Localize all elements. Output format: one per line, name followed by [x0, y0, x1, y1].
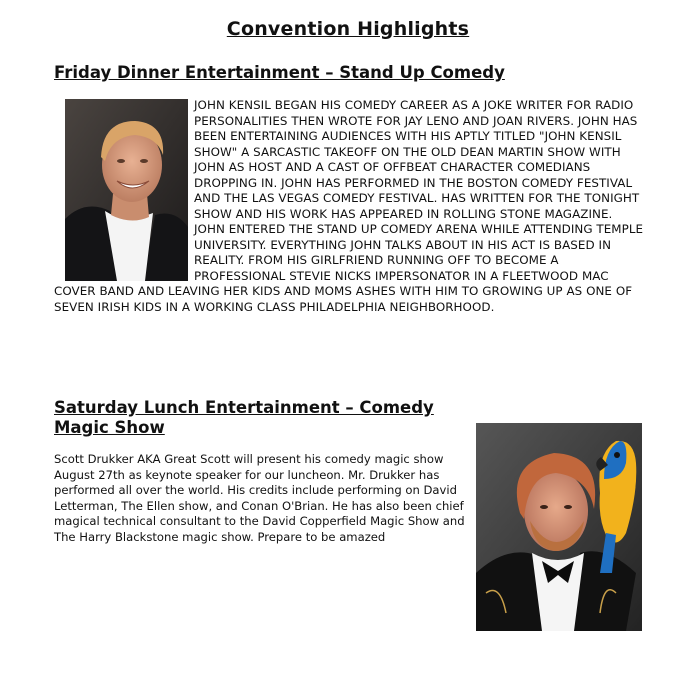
photo-spacer — [54, 98, 194, 284]
drukker-bio-text: Scott Drukker AKA Great Scott will present his comedy magic show August 27th as keynote speaker for our luncheon. Mr. Drukker has performed all over the world. His credits include performing on David Letterman, The Ellen show, and Conan O'Brian. He has also been chief magical technical consultant to the David Copperfield Magic Show and The Harry Blackstone magic show. Prepare to be amazed — [54, 452, 465, 544]
magician-parrot-photo-icon — [476, 423, 642, 631]
section-heading-stand-up-comedy: Friday Dinner Entertainment – Stand Up Comedy — [54, 63, 505, 82]
kensil-bio-text: JOHN KENSIL BEGAN HIS COMEDY CAREER AS A JOKE WRITER FOR RADIO PERSONALITIES THEN WROTE FOR JAY LENO AND JOAN RIVERS. JOHN HAS BEEN ENTERTAINING AUDIENCES WITH HIS APTLY TITLED "JOHN KENSIL SHOW" A SARCASTIC TAKEOFF ON THE OLD DEAN MARTIN SHOW WITH JOHN AS HOST AND A CAST OF OFFBEAT CHARACTER COMEDIANS DROPPING IN. JOHN HAS PERFORMED IN THE BOSTON COMEDY FESTIVAL AND THE LAS VEGAS COMEDY FESTIVAL. HAS WRITTEN FOR THE TONIGHT SHOW AND HIS WORK HAS APPEARED IN ROLLING STONE MAGAZINE. JOHN ENTERED THE STAND UP COMEDY ARENA WHILE ATTENDING TEMPLE UNIVERSITY. EVERYTHING JOHN TALKS ABOUT IN HIS ACT IS BASED IN REALITY. FROM HIS GIRLFRIEND RUNNING OFF TO BECOME A PROFESSIONAL STEVIE NICKS IMPERSONATOR IN A FLEETWOOD MAC COVER BAND AND LEAVING HER KIDS AND MOMS ASHES WITH HIM TO GROWING UP AS ONE OF SEVEN IRISH KIDS IN A WORKING CLASS PHILADELPHIA NEIGHBORHOOD. — [54, 98, 644, 314]
page-title: Convention Highlights — [226, 18, 470, 40]
section-heading-comedy-magic-show: Saturday Lunch Entertainment – Comedy Magic Show — [54, 398, 434, 437]
section-body-stand-up-comedy — [54, 98, 646, 315]
